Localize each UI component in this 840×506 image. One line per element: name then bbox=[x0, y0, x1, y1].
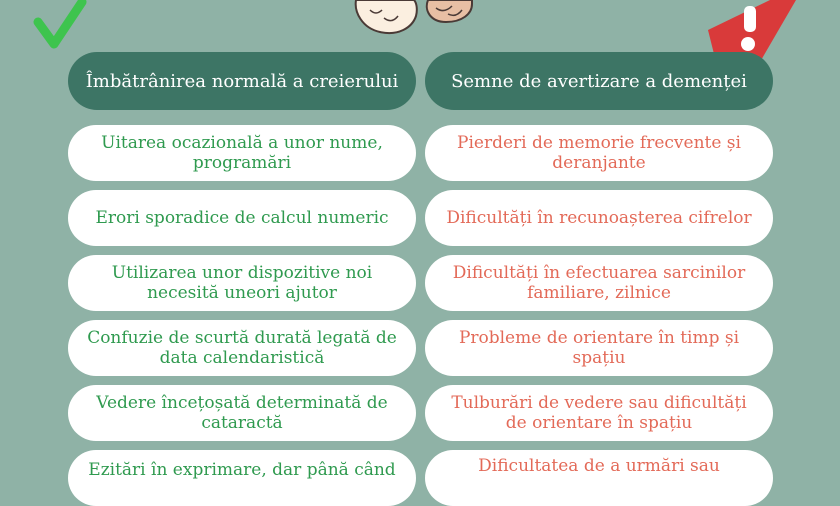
header-normal-aging-label: Îmbătrânirea normală a creierului bbox=[85, 70, 399, 92]
warning-item-5 bbox=[425, 385, 773, 441]
normal-item-4 bbox=[68, 320, 416, 376]
normal-item-2 bbox=[68, 190, 416, 246]
normal-item-3-text: Utilizarea unor dispozitive noi necesită uneori ajutor bbox=[111, 263, 373, 303]
normal-item-3 bbox=[68, 255, 416, 311]
normal-item-4-text: Confuzie de scurtă durată legată de data calendaristică bbox=[87, 328, 397, 368]
warning-item-1-text: Pierderi de memorie frecvente și deranjante bbox=[457, 133, 741, 173]
warning-item-2 bbox=[425, 190, 773, 246]
warning-item-3 bbox=[425, 255, 773, 311]
normal-item-6 bbox=[68, 450, 416, 506]
warning-item-5-text: Tulburări de vedere sau dificultăți de orientare în spațiu bbox=[451, 393, 747, 433]
normal-item-1-text: Uitarea ocazională a unor nume, programări bbox=[101, 133, 383, 173]
warning-item-4-text: Probleme de orientare în timp și spațiu bbox=[458, 328, 740, 368]
normal-item-2-text: Erori sporadice de calcul numeric bbox=[95, 208, 389, 228]
checkmark-icon bbox=[30, 0, 90, 60]
header-dementia-warning-label: Semne de avertizare a demenței bbox=[451, 70, 747, 92]
header-normal-aging bbox=[68, 52, 416, 110]
warning-item-6 bbox=[425, 450, 773, 506]
warning-item-4 bbox=[425, 320, 773, 376]
header-dementia-warning bbox=[425, 52, 773, 110]
warning-item-3-text: Dificultăți în efectuarea sarcinilor familiare, zilnice bbox=[452, 263, 746, 303]
brain-illustration bbox=[350, 0, 500, 40]
warning-item-6-text: Dificultatea de a urmări sau bbox=[478, 456, 720, 476]
normal-item-5 bbox=[68, 385, 416, 441]
normal-item-6-text: Ezitări în exprimare, dar până când bbox=[88, 460, 396, 480]
normal-item-5-text: Vedere încețoșată determinată de cataractă bbox=[96, 393, 388, 433]
normal-item-1 bbox=[68, 125, 416, 181]
warning-item-2-text: Dificultăți în recunoașterea cifrelor bbox=[446, 208, 752, 228]
warning-item-1 bbox=[425, 125, 773, 181]
